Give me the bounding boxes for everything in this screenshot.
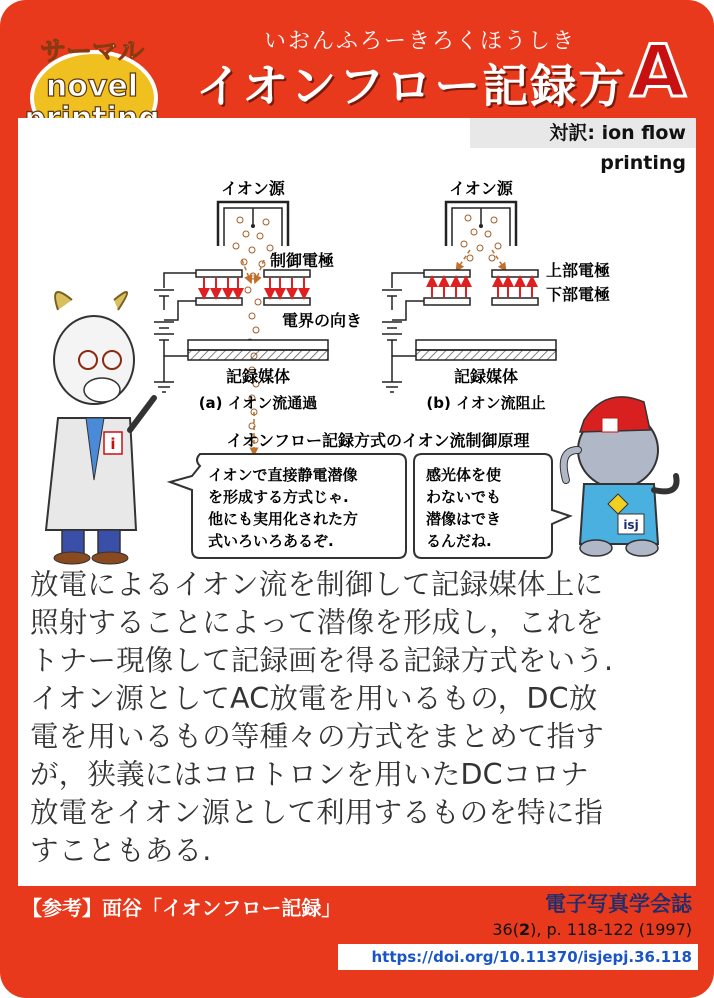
right-lower-electrode-b	[492, 298, 538, 305]
elephant-bubble-line2: わないでも	[426, 488, 502, 506]
right-upper-electrode-a	[424, 270, 470, 277]
left-lower-electrode-a	[196, 298, 242, 305]
goat-bubble-line2: を形成する方式じゃ.	[208, 488, 349, 506]
left-medium-base	[188, 350, 328, 360]
left-caption: (a) イオン流通過	[198, 394, 318, 412]
journal-name: 電子写真学会誌	[545, 892, 692, 916]
reference-text: 【参考】面谷「イオンフロー記録」	[22, 896, 342, 920]
goat-bubble-line3: 他にも実用化された方	[208, 510, 359, 528]
right-caption: (b) イオン流阻止	[426, 394, 546, 412]
logo-line2: novel	[45, 69, 139, 104]
left-circuit	[154, 273, 196, 392]
left-upper-electrode-b	[264, 270, 310, 277]
svg-text:isj: isj	[623, 518, 639, 532]
goat-professor-illustration	[46, 292, 154, 564]
doi-link[interactable]: https://doi.org/10.11370/isjepj.36.118	[338, 944, 698, 970]
translation-prefix: 対訳:	[549, 122, 602, 144]
rank-letter: A	[630, 29, 686, 108]
elephant-bubble-line4: るんだね.	[426, 532, 492, 550]
title-ruby: いおんふろーきろくほうしき	[263, 29, 576, 54]
right-circuit	[382, 273, 424, 392]
left-lower-electrode-b	[264, 298, 310, 305]
right-lower-electrode-a	[424, 298, 470, 305]
definition-line: 放電をイオン源として利用するものを特に指	[30, 796, 604, 829]
logo-line1: サーマル	[39, 37, 145, 67]
citation-issue: 2	[518, 920, 531, 939]
ion-flow-diagram	[18, 150, 696, 570]
left-ion-source-label: イオン源	[221, 179, 285, 198]
goat-bubble-line4: 式いろいろあるぞ.	[208, 532, 334, 550]
citation	[400, 920, 692, 939]
elephant-mascot-illustration	[564, 397, 677, 556]
elephant-bubble-line3: 潜像はでき	[426, 510, 502, 528]
page-title: イオンフロー記録方	[195, 59, 627, 113]
definition-line: トナー現像して記録画を得る記録方式をいう.	[30, 644, 614, 677]
right-upper-electrode-b	[492, 270, 538, 277]
definition-line: すこともある.	[30, 834, 212, 867]
right-medium-base	[416, 350, 556, 360]
definition-line: 電を用いるもの等種々の方式をまとめて指す	[30, 720, 605, 753]
svg-text:i: i	[110, 435, 116, 453]
upper-electrode-label: 上部電極	[546, 261, 611, 280]
left-upper-electrode-a	[196, 270, 242, 277]
right-ion-source-label: イオン源	[449, 179, 513, 198]
definition-line: 照射することによって潜像を形成し，これを	[30, 606, 605, 639]
citation-volume: 36(	[492, 920, 519, 939]
goat-bubble-line1: イオンで直接静電潜像	[208, 466, 358, 484]
right-medium-top	[416, 340, 556, 350]
control-electrode-label: 制御電極	[270, 251, 335, 270]
definition-text	[30, 566, 682, 870]
translation-term: ion flow printing	[600, 122, 686, 174]
lower-electrode-label: 下部電極	[546, 285, 611, 304]
definition-line: イオン源としてAC放電を用いるもの，DC放	[30, 682, 598, 715]
translation-bar	[470, 118, 696, 174]
definition-line: 放電によるイオン流を制御して記録媒体上に	[30, 568, 604, 601]
right-medium-label: 記録媒体	[453, 367, 519, 386]
rank-badge	[618, 28, 698, 108]
schematic-left	[154, 179, 362, 452]
citation-pages: ), p. 118-122 (1997)	[530, 920, 692, 939]
left-medium-label: 記録媒体	[225, 367, 291, 386]
schematic-right	[382, 179, 610, 412]
definition-line: が，狭義にはコロトロンを用いたDCコロナ	[30, 758, 589, 791]
field-direction-label: 電界の向き	[282, 311, 363, 330]
elephant-bubble-line1: 感光体を使	[426, 466, 502, 484]
left-medium-top	[188, 340, 328, 350]
figure-title: イオンフロー記録方式のイオン流制御原理	[226, 431, 530, 450]
